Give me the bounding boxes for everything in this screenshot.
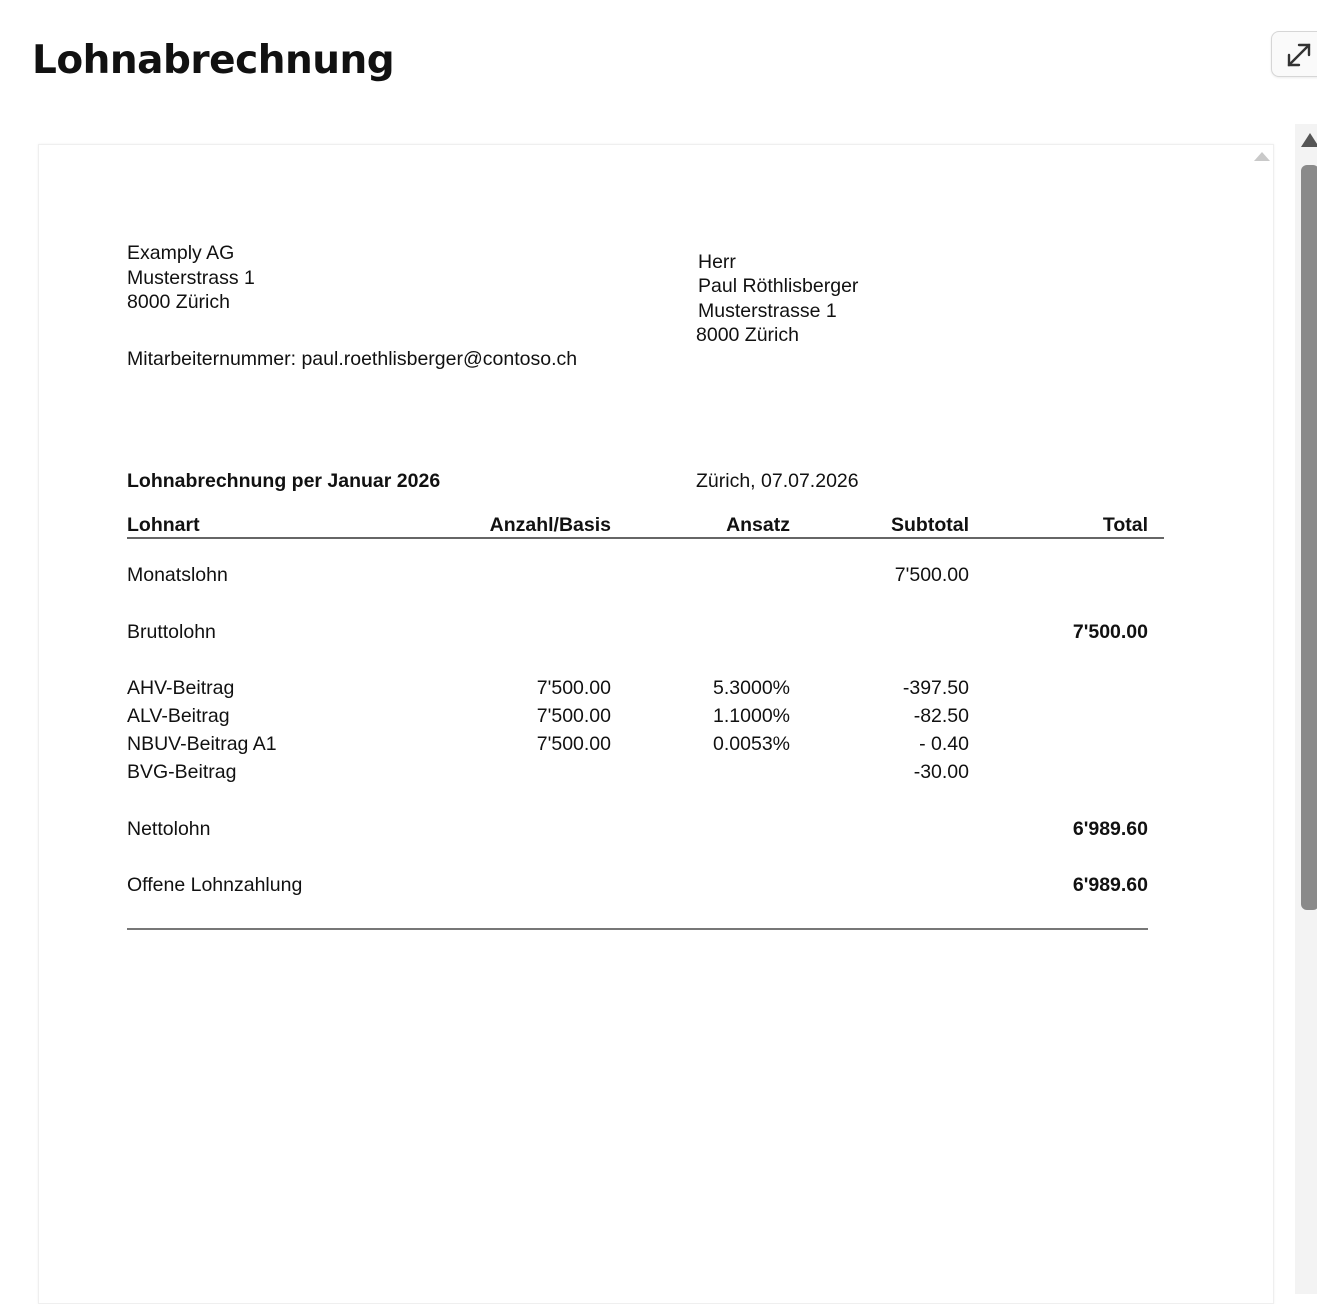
row-alv-basis: 7'500.00 bbox=[536, 705, 611, 727]
row-offen-total: 6'989.60 bbox=[1072, 874, 1148, 896]
statement-heading: Lohnabrechnung per Januar 2026 bbox=[127, 470, 441, 492]
col-header-total: Total bbox=[1102, 514, 1148, 536]
page-title: Lohnabrechnung bbox=[32, 38, 395, 83]
col-header-anzahl: Anzahl/Basis bbox=[489, 514, 611, 536]
row-nbuv-basis: 7'500.00 bbox=[536, 733, 611, 755]
row-offen-label: Offene Lohnzahlung bbox=[127, 874, 303, 896]
document-scroll-up-icon[interactable] bbox=[1254, 152, 1270, 161]
employer-street: Musterstrass 1 bbox=[127, 267, 255, 289]
row-monatslohn-label: Monatslohn bbox=[127, 564, 228, 586]
col-header-subtotal: Subtotal bbox=[891, 514, 969, 536]
employee-number: Mitarbeiternummer: paul.roethlisberger@contoso.ch bbox=[127, 348, 578, 370]
employer-name: Examply AG bbox=[127, 242, 235, 264]
row-netto-total: 6'989.60 bbox=[1072, 818, 1148, 840]
recipient-city: 8000 Zürich bbox=[696, 324, 799, 346]
table-header-rule bbox=[127, 537, 1164, 539]
row-ahv-rate: 5.3000% bbox=[713, 677, 790, 699]
row-nbuv-subtotal: - 0.40 bbox=[919, 733, 969, 755]
row-ahv-basis: 7'500.00 bbox=[536, 677, 611, 699]
row-nbuv-rate: 0.0053% bbox=[713, 733, 790, 755]
scroll-up-arrow-icon[interactable] bbox=[1301, 133, 1317, 147]
row-bvg-label: BVG-Beitrag bbox=[127, 761, 237, 783]
expand-button[interactable] bbox=[1271, 31, 1317, 77]
employer-city: 8000 Zürich bbox=[127, 291, 230, 313]
recipient-street: Musterstrasse 1 bbox=[698, 300, 837, 322]
row-brutto-total: 7'500.00 bbox=[1072, 621, 1148, 643]
row-nbuv-label: NBUV-Beitrag A1 bbox=[127, 733, 277, 755]
row-alv-subtotal: -82.50 bbox=[913, 705, 969, 727]
scrollbar-thumb[interactable] bbox=[1301, 165, 1317, 910]
row-ahv-subtotal: -397.50 bbox=[902, 677, 969, 699]
col-header-ansatz: Ansatz bbox=[726, 514, 790, 536]
row-brutto-label: Bruttolohn bbox=[127, 621, 216, 643]
row-alv-label: ALV-Beitrag bbox=[127, 705, 230, 727]
recipient-salutation: Herr bbox=[698, 251, 736, 273]
expand-icon bbox=[1284, 40, 1314, 70]
recipient-name: Paul Röthlisberger bbox=[698, 275, 859, 297]
row-netto-label: Nettolohn bbox=[127, 818, 211, 840]
row-monatslohn-subtotal: 7'500.00 bbox=[894, 564, 969, 586]
col-header-lohnart: Lohnart bbox=[127, 514, 200, 536]
table-footer-rule bbox=[127, 928, 1148, 930]
row-alv-rate: 1.1000% bbox=[713, 705, 790, 727]
place-date: Zürich, 07.07.2026 bbox=[696, 470, 859, 492]
row-ahv-label: AHV-Beitrag bbox=[127, 677, 235, 699]
row-bvg-subtotal: -30.00 bbox=[913, 761, 969, 783]
